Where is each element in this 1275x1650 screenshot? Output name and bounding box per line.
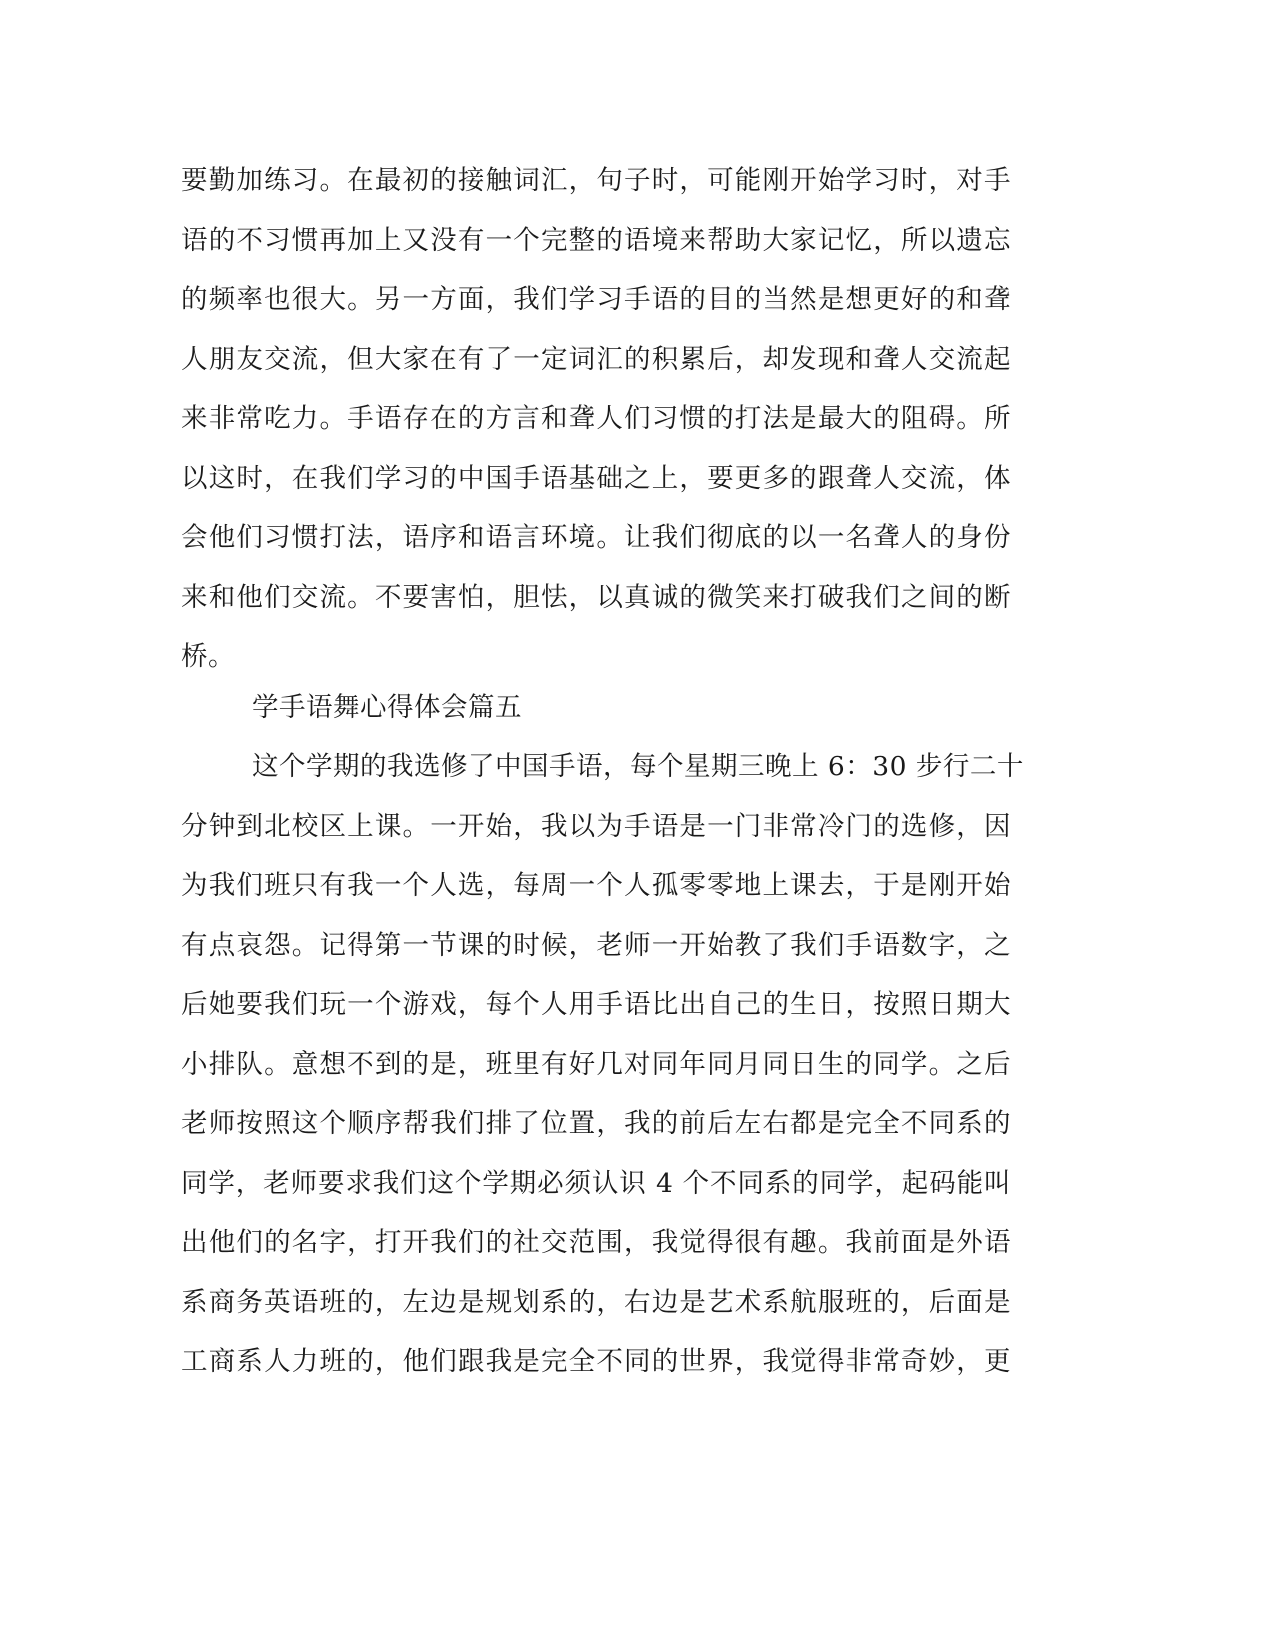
paragraph-line: 的频率也很大。另一方面，我们学习手语的目的当然是想更好的和聋 [181,284,1011,315]
paragraph-line: 有点哀怨。记得第一节课的时候，老师一开始教了我们手语数字，之 [181,929,1011,961]
paragraph-line: 同学，老师要求我们这个学期必须认识 4 个不同系的同学，起码能叫 [181,1167,1011,1199]
paragraph-line: 来和他们交流。不要害怕，胆怯，以真诚的微笑来打破我们之间的断 [181,581,1011,613]
paragraph-line: 小排队。意想不到的是，班里有好几对同年同月同日生的同学。之后 [181,1048,1011,1080]
paragraph-line: 会他们习惯打法，语序和语言环境。让我们彻底的以一名聋人的身份 [181,522,1011,553]
paragraph-line: 这个学期的我选修了中国手语，每个星期三晚上 6：30 步行二十 [252,751,1024,782]
paragraph-line: 分钟到北校区上课。一开始，我以为手语是一门非常冷门的选修，因 [181,810,1011,842]
paragraph-line: 语的不习惯再加上又没有一个完整的语境来帮助大家记忆，所以遗忘 [181,224,1011,256]
paragraph-line: 老师按照这个顺序帮我们排了位置，我的前后左右都是完全不同系的 [181,1108,1011,1139]
paragraph-line: 来非常吃力。手语存在的方言和聋人们习惯的打法是最大的阻碍。所 [181,403,1011,434]
paragraph-line: 桥。 [181,641,235,672]
section-heading: 学手语舞心得体会篇五 [252,692,522,723]
paragraph-line: 人朋友交流，但大家在有了一定词汇的积累后，却发现和聋人交流起 [181,343,1011,375]
paragraph-line: 后她要我们玩一个游戏，每个人用手语比出自己的生日，按照日期大 [181,989,1011,1020]
paragraph-line: 要勤加练习。在最初的接触词汇，句子时，可能刚开始学习时，对手 [181,165,1011,196]
paragraph-line: 出他们的名字，打开我们的社交范围，我觉得很有趣。我前面是外语 [181,1227,1011,1258]
paragraph-line: 系商务英语班的，左边是规划系的，右边是艺术系航服班的，后面是 [181,1286,1011,1318]
paragraph-line: 为我们班只有我一个人选，每周一个人孤零零地上课去，于是刚开始 [181,870,1011,901]
paragraph-line: 工商系人力班的，他们跟我是完全不同的世界，我觉得非常奇妙，更 [181,1346,1011,1377]
paragraph-line: 以这时，在我们学习的中国手语基础之上，要更多的跟聋人交流，体 [181,462,1011,494]
